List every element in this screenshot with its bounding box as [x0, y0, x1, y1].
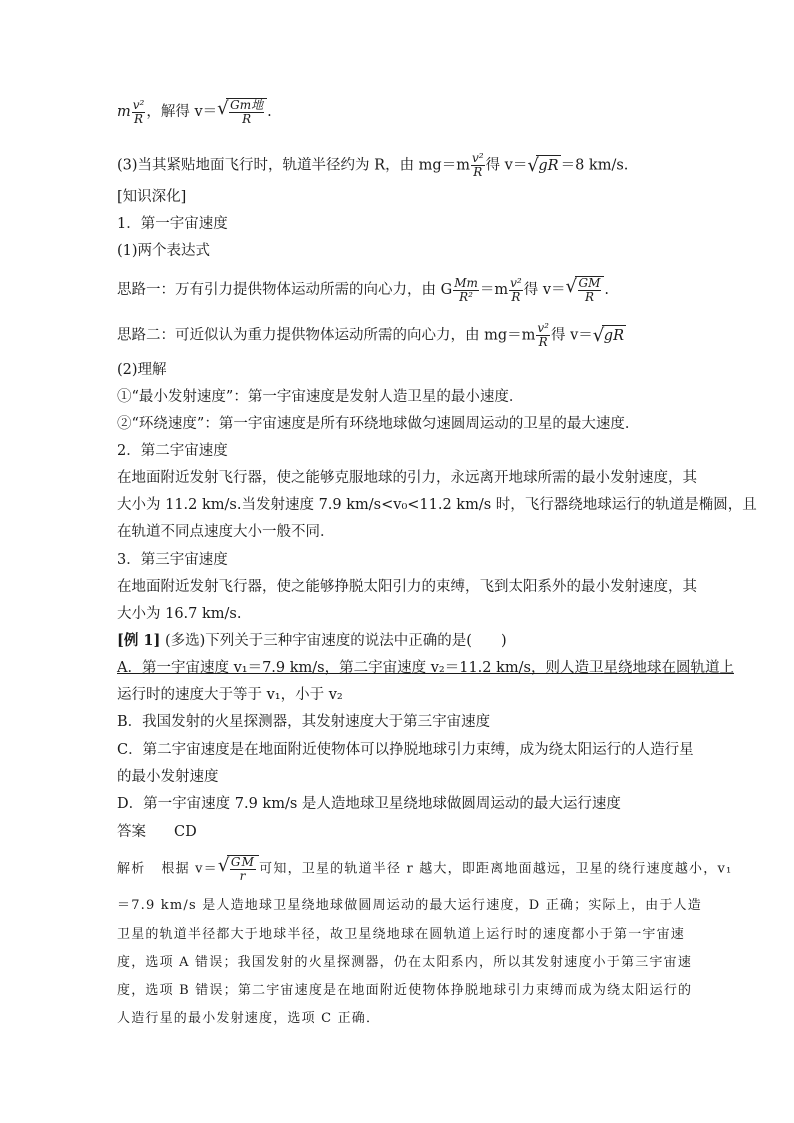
- paragraph-line: 在轨道不同点速度大小一般不同．: [117, 524, 335, 540]
- paragraph-line: 在地面附近发射飞行器，使之能够挣脱太阳引力的束缚，飞到太阳系外的最小发射速度，其: [117, 579, 697, 595]
- analysis-label: 解析: [117, 861, 146, 877]
- answer-line: [117, 822, 197, 842]
- idea-two-line: 思路二：可近似认为重力提供物体运动所需的向心力，由 mg＝m $\frac{\text{v²}}{R}$ 得 v＝ √ gR: [117, 321, 624, 349]
- fraction-v2-over-R: $\frac{\text{v²}}{R}$: [537, 321, 549, 349]
- analysis-line-2: ＝7.9 km/s 是人造地球卫星绕地球做圆周运动的最大运行速度，D 正确；实际上，由于人造: [117, 898, 702, 913]
- heading-first-cosmic-velocity: 1．第一宇宙速度: [117, 216, 228, 232]
- heading-third-cosmic-velocity: 3．第三宇宙速度: [117, 552, 228, 568]
- subheading-two-expressions: (1)两个表达式: [117, 243, 211, 259]
- mass-symbol: m: [117, 104, 131, 120]
- sqrt-GM-over-R: √ $\frac{GM}{R}$: [566, 276, 605, 304]
- paragraph-line: 大小为 16.7 km/s.: [117, 606, 242, 622]
- sqrt-GM-over-r: √ $\frac{GM}{r}$: [218, 855, 259, 883]
- paragraph-line: 大小为 11.2 km/s.当发射速度 7.9 km/s<v₀<11.2 km/s 时，飞行器绕地球运行的轨道是椭圆，且: [117, 497, 757, 513]
- sqrt-gR: √ gR: [592, 325, 624, 346]
- answer-value: CD: [174, 824, 197, 840]
- sqrt-icon: √: [527, 155, 539, 176]
- sqrt-icon: √: [565, 276, 578, 297]
- paragraph-line: 在地面附近发射飞行器，使之能够克服地球的引力，永远离开地球所需的最小发射速度，其: [117, 470, 697, 486]
- analysis-line-1: 解析 根据 v＝ √ $\frac{GM}{r}$ 可知，卫星的轨道半径 r 越大，即距离地面越远，卫星的绕行速度越小，v₁: [117, 855, 733, 883]
- point-min-launch-speed: ①“最小发射速度”：第一宇宙速度是发射人造卫星的最小速度．: [117, 389, 524, 405]
- analysis-line-6: 人造行星的最小发射速度，选项 C 正确．: [117, 1011, 381, 1026]
- answer-label: 答案: [117, 824, 146, 840]
- example-text: (多选)下列关于三种宇宙速度的说法中正确的是( ): [164, 633, 507, 649]
- option-c-cont: 的最小发射速度: [117, 769, 219, 785]
- subheading-understanding: (2)理解: [117, 362, 167, 378]
- option-a: A．第一宇宙速度 v₁＝7.9 km/s，第二宇宙速度 v₂＝11.2 km/s，则人造卫星绕地球在圆轨道上: [117, 660, 734, 676]
- sqrt-icon: √: [217, 98, 229, 119]
- idea-one-line: 思路一：万有引力提供物体运动所需的向心力，由 G $\frac{Mm}{\text{R²}}$ ＝m $\frac{\text{v²}}{R}$ 得 v＝ √ $\frac{GM}{R}$ .: [117, 275, 610, 304]
- formula-line-2: (3)当其紧贴地面飞行时，轨道半径约为 R，由 mg＝m $\frac{\text{v²}}{R}$ 得 v＝ √ gR ＝8 km/s.: [117, 151, 629, 179]
- fraction-v2-over-R: $\frac{\text{v²}}{R}$: [471, 151, 484, 179]
- point-orbit-speed: ②“环绕速度”：第一宇宙速度是所有环绕地球做匀速圆周运动的卫星的最大速度．: [117, 416, 640, 432]
- option-a-cont: 运行时的速度大于等于 v₁，小于 v₂: [117, 687, 343, 703]
- sqrt-icon: √: [217, 855, 231, 876]
- option-d: D．第一宇宙速度 7.9 km/s 是人造地球卫星绕地球做圆周运动的最大运行速度: [117, 796, 621, 812]
- fraction-v2-over-R: $\frac{\text{v²}}{R}$: [510, 275, 522, 304]
- analysis-line-5: 度，选项 B 错误；第二宇宙速度是在地面附近使物体挣脱地球引力束缚而成为绕太阳运行的: [117, 983, 693, 998]
- fraction-v2-over-R: $\frac{\text{v²}}{R}$: [132, 97, 145, 126]
- formula-line-1: m $\frac{\text{v²}}{R}$ ，解得 v＝ √ $\frac{\text{Gm地}}{R}$ .: [117, 97, 272, 126]
- analysis-line-3: 卫星的轨道半径都大于地球半径，故卫星绕地球在圆轨道上运行时的速度都小于第一宇宙速: [117, 927, 686, 942]
- heading-second-cosmic-velocity: 2．第二宇宙速度: [117, 443, 228, 459]
- fraction-Mm-over-R2: $\frac{Mm}{\text{R²}}$: [454, 275, 478, 304]
- example-tag: [例 1]: [117, 632, 161, 649]
- example-question: [117, 631, 507, 651]
- section-heading: [知识深化]: [117, 189, 187, 205]
- option-b: B．我国发射的火星探测器，其发射速度大于第三宇宙速度: [117, 714, 491, 730]
- sqrt-icon: √: [592, 325, 605, 346]
- option-c: C．第二宇宙速度是在地面附近使物体可以挣脱地球引力束缚，成为绕太阳运行的人造行星: [117, 742, 694, 758]
- analysis-line-4: 度，选项 A 错误；我国发射的火星探测器，仍在太阳系内，所以其发射速度小于第三宇宙速: [117, 955, 693, 970]
- sqrt-expression: √ $\frac{\text{Gm地}}{R}$: [217, 98, 267, 126]
- sqrt-gR: √ gR: [527, 155, 559, 176]
- solve-text: ，解得 v＝: [146, 104, 218, 120]
